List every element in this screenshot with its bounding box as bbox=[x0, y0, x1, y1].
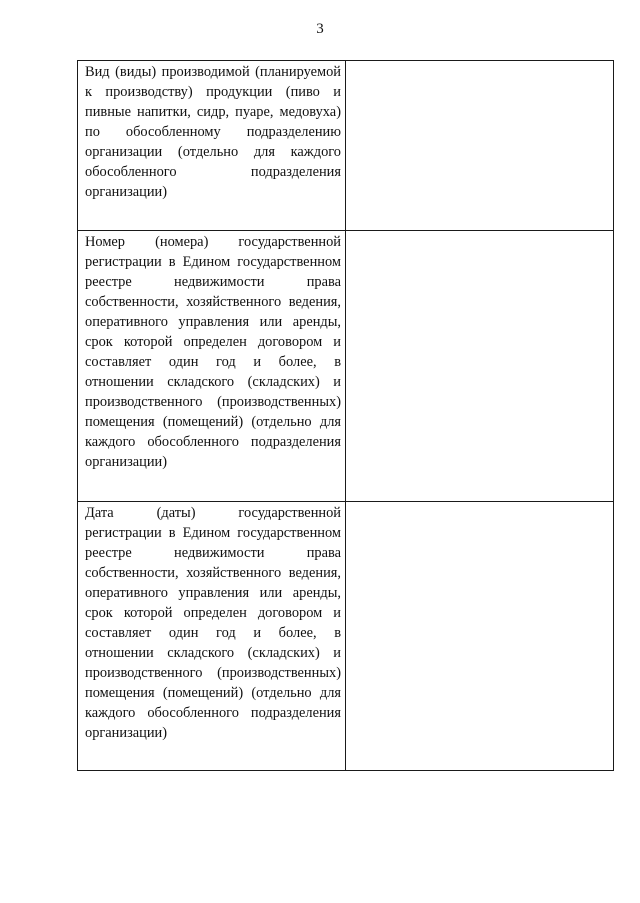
value-cell-product-type[interactable] bbox=[346, 61, 614, 231]
value-cell-registration-number[interactable] bbox=[346, 231, 614, 502]
page-number: 3 bbox=[316, 21, 324, 37]
label-cell-product-type bbox=[78, 61, 346, 231]
table-row-registration-number bbox=[78, 231, 614, 502]
label-cell-registration-number bbox=[78, 231, 346, 502]
label-registration-date: Дата (даты) государственной регистрации в Едином государственном реестре недвижимости права собственности, хозяйственного ведения, оперативного управления или аренды, срок которой определен договором и составляет один год и более, в отношении складского (складских) и производственного (производственных) помещения (помещений) (отдельно для каждого обособленного подразделения организации) bbox=[85, 505, 341, 741]
registration-form-table bbox=[77, 60, 614, 771]
value-cell-registration-date[interactable] bbox=[346, 502, 614, 771]
label-cell-registration-date bbox=[78, 502, 346, 771]
table-row-registration-date bbox=[78, 502, 614, 771]
table-row-product-type bbox=[78, 61, 614, 231]
label-product-type: Вид (виды) производимой (планируемой к производству) продукции (пиво и пивные напитки, сидр, пуаре, медовуха) по обособленному подразделению организации (отдельно для каждого обособленного подразделения организации) bbox=[85, 64, 341, 200]
label-registration-number: Номер (номера) государственной регистрации в Едином государственном реестре недвижимости права собственности, хозяйственного ведения, оперативного управления или аренды, срок которой определен договором и составляет один год и более, в отношении складского (складских) и производственного (производственных) помещения (помещений) (отдельно для каждого обособленного подразделения организации) bbox=[85, 234, 341, 470]
